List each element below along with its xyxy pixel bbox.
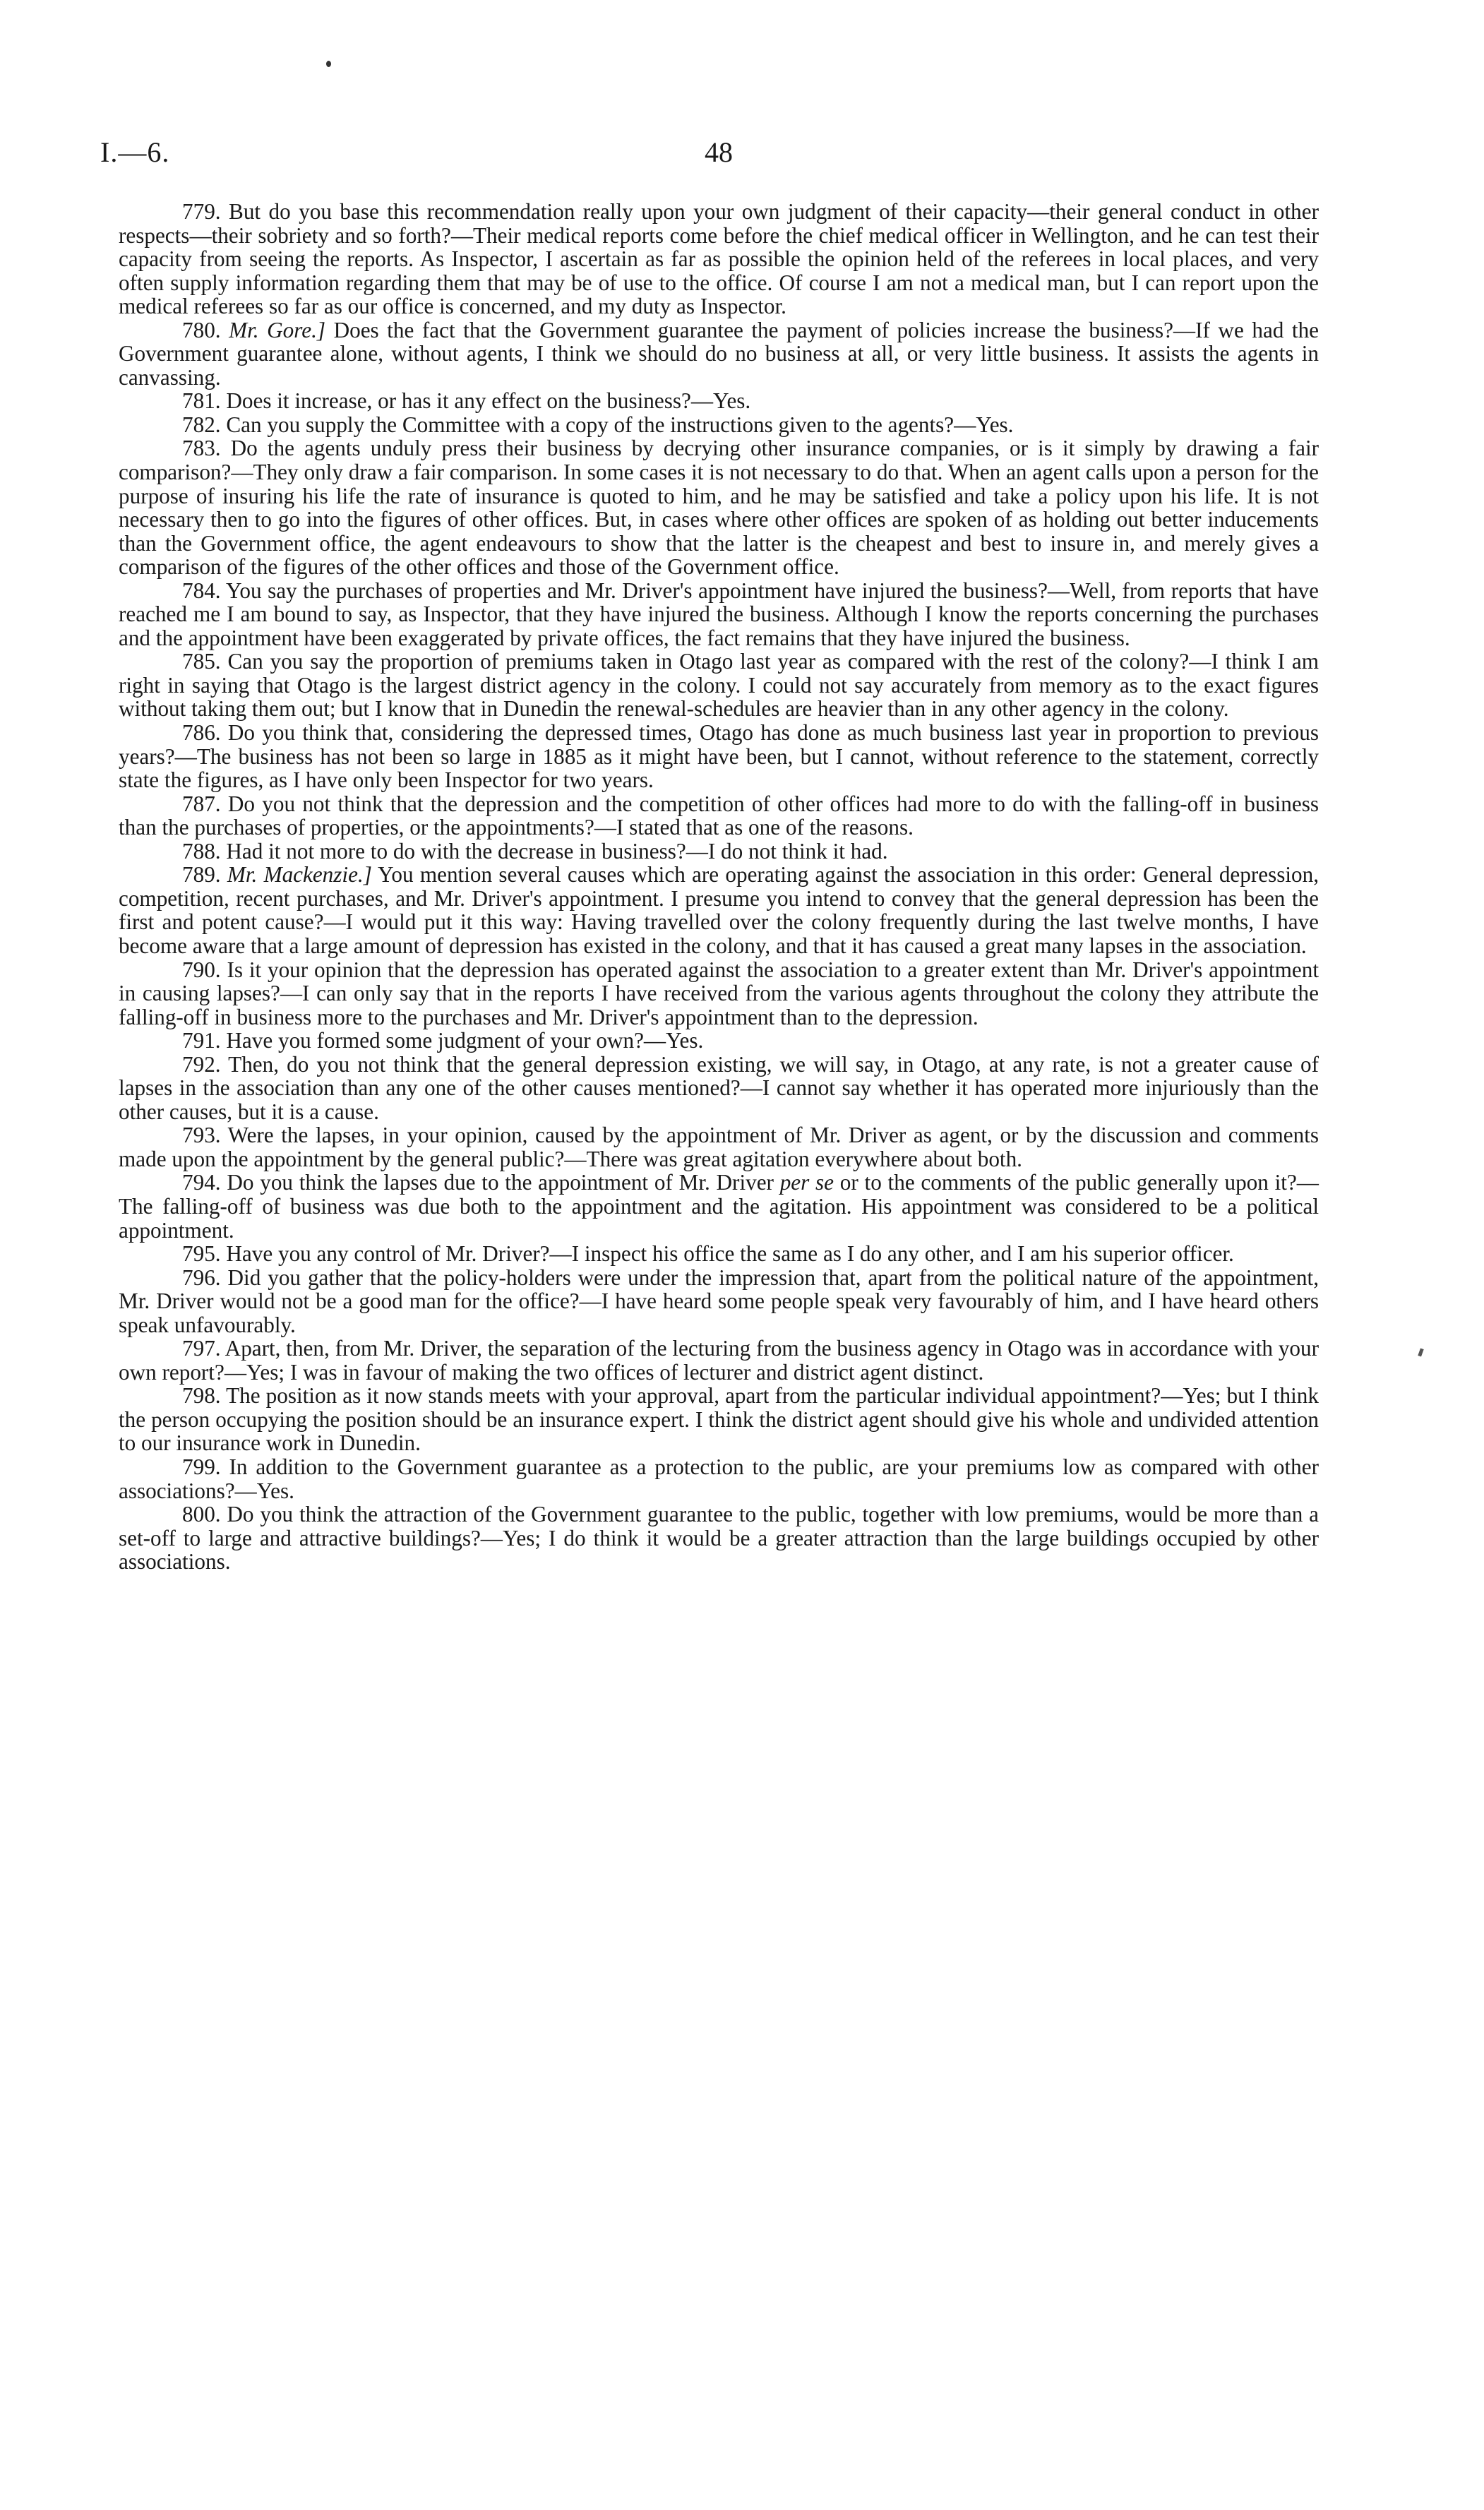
question-number: 796. (182, 1265, 221, 1290)
question-number: 794. (182, 1170, 221, 1195)
page-number: 48 (705, 136, 733, 168)
question-number: 789. (182, 862, 221, 888)
paragraph-784 (119, 579, 1319, 650)
question-number: 797. (182, 1336, 221, 1361)
paragraph-text: Does it increase, or has it any effect on the business?—Yes. (226, 388, 751, 414)
paragraph-text: Have you any control of Mr. Driver?—I inspect his office the same as I do any other, and I am his superior officer. (226, 1241, 1234, 1267)
paragraph-text: Do you not think that the depression and the competition of other offices had more to do with the falling-off in business than the purchases of properties, or the appointments?—I stated that as one of the reasons. (119, 791, 1319, 840)
paragraph-text: Were the lapses, in your opinion, caused by the appointment of Mr. Driver as agent, or by the discussion and comments made upon the appointment by the general public?—There was great agitation everywhere about both. (119, 1123, 1319, 1171)
latin-phrase: per se (779, 1170, 834, 1195)
paragraph-789 (119, 863, 1319, 957)
paragraph-text: Do the agents unduly press their business by decrying other insurance companies, or is it simply by drawing a fair comparison?—They only draw a fair comparison. In some cases it is not necessary to do that. When an agent calls upon a person for the purpose of insuring his life the rate of insurance is quoted to him, and he may be satisfied and take a policy upon his life. It is not necessary then to go into the figures of other offices. But, in cases where other offices are spoken of as holding out better inducements than the Government office, the agent endeavours to show that the latter is the cheapest and best to insure in, and merely gives a comparison of the figures of the other offices and those of the Government office. (119, 436, 1320, 580)
paragraph-783 (119, 436, 1319, 578)
paragraph-text: Do you think that, considering the depressed times, Otago has done as much business last year in proportion to previous years?—The business has not been so large in 1885 as it might have been, but I cannot, without reference to the statement, correctly state the figures, as I have only been Inspector for two years. (119, 720, 1319, 793)
paragraph-779 (119, 200, 1319, 318)
page-header (90, 136, 1326, 178)
paragraph-788 (119, 839, 1319, 863)
paragraph-798 (119, 1384, 1319, 1455)
paragraph-782 (119, 413, 1319, 437)
ink-speck (326, 61, 331, 67)
paragraph-text: The position as it now stands meets with your approval, apart from the particular individual appointment?—Yes; but I think the person occupying the position should be an insurance expert. I think the district agent should give his whole and undivided attention to our insurance work in Dunedin. (119, 1383, 1319, 1456)
paragraph-796 (119, 1266, 1319, 1337)
paragraph-787 (119, 792, 1319, 839)
paragraph-text: But do you base this recommendation really upon your own judgment of their capacity—their general conduct in other respects—their sobriety and so forth?—Their medical reports come before the chief medical officer in Wellington, and he can test their capacity from seeing the reports. As Inspector, I ascertain as far as possible the opinion held of the referees in local places, and very often supply information regarding them that may be of use to the office. Of course I am not a medical man, but I can report upon the medical referees so far as our office is concerned, and my duty as Inspector. (119, 199, 1319, 319)
question-number: 788. (182, 838, 221, 863)
paragraph-793 (119, 1123, 1319, 1171)
paragraph-795 (119, 1242, 1319, 1266)
question-number: 785. (182, 649, 221, 674)
question-number: 787. (182, 791, 221, 816)
question-number: 791. (182, 1028, 221, 1053)
paragraph-794 (119, 1171, 1319, 1242)
paragraph-786 (119, 721, 1319, 792)
paragraph-780 (119, 318, 1319, 390)
question-number: 781. (182, 388, 221, 414)
paragraph-800 (119, 1502, 1319, 1574)
paragraph-792 (119, 1053, 1319, 1124)
paragraph-text: In addition to the Government guarantee as a protection to the public, are your premiums low as compared with other associations?—Yes. (119, 1454, 1320, 1503)
paragraph-781 (119, 389, 1319, 413)
paragraph-791 (119, 1029, 1319, 1053)
running-head: I.—6. (100, 136, 170, 168)
question-number: 782. (182, 412, 221, 437)
question-number: 786. (182, 720, 221, 746)
speaker-label: Mr. Mackenzie.] (227, 862, 372, 888)
paragraph-text: Is it your opinion that the depression has operated against the association to a greater extent than Mr. Driver's appointment in causing lapses?—I can only say that in the reports I have received from the various agents throughout the colony they attribute the falling-off in business more to the purchases and Mr. Driver's appointment than to the depression. (119, 957, 1320, 1029)
question-number: 783. (182, 436, 221, 461)
question-number: 800. (182, 1502, 221, 1527)
paragraph-text-before: Do you think the lapses due to the appointment of Mr. Driver (227, 1170, 780, 1195)
paragraph-799 (119, 1455, 1319, 1502)
paragraph-790 (119, 958, 1319, 1029)
paragraph-text: Apart, then, from Mr. Driver, the separation of the lecturing from the business agency in Otago was in accordance with your own report?—Yes; I was in favour of making the two offices of lecturer and district agent distinct. (119, 1336, 1319, 1385)
paragraph-text: Do you think the attraction of the Government guarantee to the public, together with low premiums, would be more than a set-off to large and attractive buildings?—Yes; I do think it would be a greater attraction than the large buildings occupied by other associations. (119, 1502, 1319, 1574)
question-number: 790. (182, 957, 221, 982)
question-number: 779. (182, 199, 221, 224)
paragraph-797 (119, 1337, 1319, 1384)
paragraph-text: Can you say the proportion of premiums taken in Otago last year as compared with the rest of the colony?—I think I am right in saying that Otago is the largest district agency in the colony. I could not say accurately from memory as to the exact figures without taking them out; but I know that in Dunedin the renewal-schedules are heavier than in any other agency in the colony. (119, 649, 1320, 722)
paragraph-text: You say the purchases of properties and Mr. Driver's appointment have injured the business?—Well, from reports that have reached me I am bound to say, as Inspector, that they have injured the business. Although I know the reports concerning the purchases and the appointment have been exaggerated by private offices, the fact remains that they have injured the business. (119, 578, 1319, 650)
body-text (119, 200, 1319, 1574)
paragraph-text: Had it not more to do with the decrease in business?—I do not think it had. (226, 838, 888, 863)
question-number: 793. (182, 1123, 221, 1148)
question-number: 784. (182, 578, 221, 603)
question-number: 799. (182, 1454, 221, 1479)
margin-mark (1418, 1348, 1423, 1356)
paragraph-text: Have you formed some judgment of your own?—Yes. (226, 1028, 704, 1053)
paragraph-785 (119, 650, 1319, 721)
speaker-label: Mr. Gore.] (229, 317, 326, 342)
paragraph-text: Can you supply the Committee with a copy of the instructions given to the agents?—Yes. (226, 412, 1014, 437)
question-number: 795. (182, 1241, 221, 1267)
paragraph-text: You mention several causes which are operating against the association in this order: General depression, competition, recent purchases, and Mr. Driver's appointment. I presume you intend to convey that the general depression has been the first and potent cause?—I would put it this way: Having travelled over the colony frequently during the last twelve months, I have become aware that a large amount of depression has existed in the colony, and that it has caused a great many lapses in the association. (119, 862, 1320, 958)
question-number: 798. (182, 1383, 221, 1409)
question-number: 792. (182, 1051, 221, 1077)
question-number: 780. (182, 317, 221, 342)
paragraph-text: Does the fact that the Government guarantee the payment of policies increase the business?—If we had the Government guarantee alone, without agents, I think we should do no business at all, or very little business. It assists the agents in canvassing. (119, 317, 1320, 390)
paragraph-text-after: or to the comments of the public generally upon it?—The falling-off of business was due both to the appointment and the agitation. His appointment was considered to be a political appointment. (119, 1170, 1319, 1243)
paragraph-text: Did you gather that the policy-holders were under the impression that, apart from the political nature of the appointment, Mr. Driver would not be a good man for the office?—I have heard some people speak very favourably of him, and I have heard others speak unfavourably. (119, 1265, 1319, 1337)
paragraph-text: Then, do you not think that the general depression existing, we will say, in Otago, at any rate, is not a greater cause of lapses in the association than any one of the other causes mentioned?—I cannot say whether it has operated more injuriously than the other causes, but it is a cause. (119, 1051, 1320, 1124)
